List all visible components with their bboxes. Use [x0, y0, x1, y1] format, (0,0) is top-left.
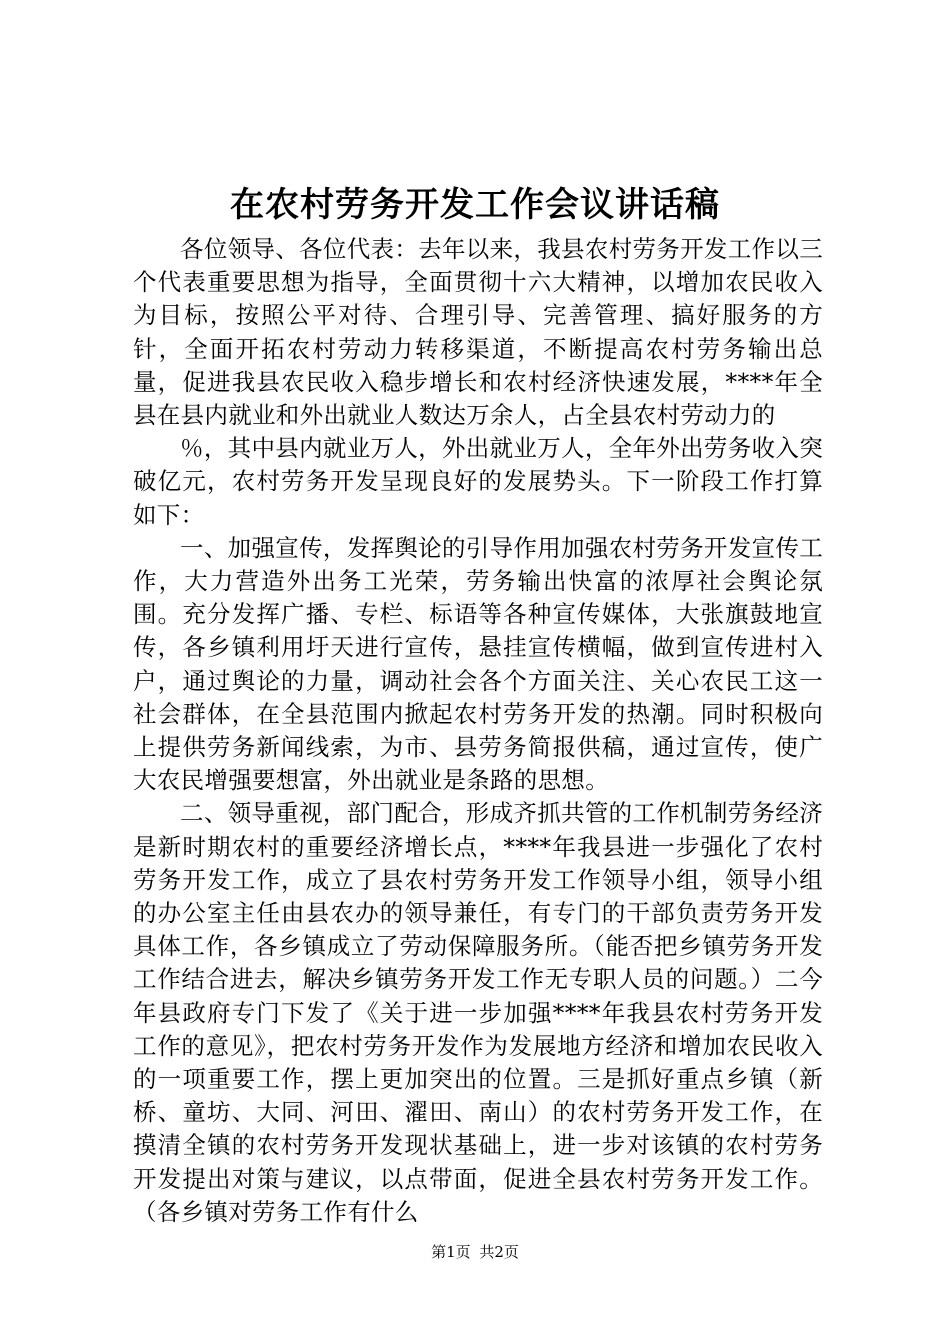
page-title: 在农村劳务开发工作会议讲话稿: [230, 185, 720, 225]
paragraph-summary: ％，其中县内就业万人，外出就业万人，全年外出劳务收入突破亿元，农村劳务开发呈现良好的发展势头。下一阶段工作打算如下：: [133, 434, 823, 529]
page-number: 第1页: [431, 1243, 471, 1261]
document-body: [133, 233, 823, 1229]
paragraph-publicity: 一、加强宣传，发挥舆论的引导作用加强农村劳务开发宣传工作，大力营造外出务工光荣，劳务输出快富的浓厚社会舆论氛围。充分发挥广播、专栏、标语等各种宣传媒体，大张旗鼓地宣传，各乡镇利用圩天进行宣传，悬挂宣传横幅，做到宣传进村入户，通过舆论的力量，调动社会各个方面关注、关心农民工这一社会群体，在全县范围内掀起农村劳务开发的热潮。同时积极向上提供劳务新闻线索，为市、县劳务简报供稿，通过宣传，使广大农民增强要想富，外出就业是条路的思想。: [133, 533, 823, 795]
page-footer: [0, 1240, 950, 1264]
paragraph-intro: 各位领导、各位代表：去年以来，我县农村劳务开发工作以三个代表重要思想为指导，全面贯彻十六大精神，以增加农民收入为目标，按照公平对待、合理引导、完善管理、搞好服务的方针，全面开拓农村劳动力转移渠道，不断提高农村劳务输出总量，促进我县农民收入稳步增长和农村经济快速发展，****年全县在县内就业和外出就业人数达万余人，占全县农村劳动力的: [133, 235, 823, 430]
paragraph-leadership: 二、领导重视，部门配合，形成齐抓共管的工作机制劳务经济是新时期农村的重要经济增长点，****年我县进一步强化了农村劳务开发工作，成立了县农村劳务开发工作领导小组，领导小组的办公室主任由县农办的领导兼任，有专门的干部负责劳务开发具体工作，各乡镇成立了劳动保障服务所。（能否把乡镇劳务开发工作结合进去，解决乡镇劳务开发工作无专职人员的问题。）二今年县政府专门下发了《关于进一步加强****年我县农村劳务开发工作的意见》，把农村劳务开发作为发展地方经济和增加农民收入的一项重要工作，摆上更加突出的位置。三是抓好重点乡镇（新桥、童坊、大同、河田、濯田、南山）的农村劳务开发工作，在摸清全镇的农村劳务开发现状基础上，进一步对该镇的农村劳务开发提出对策与建议，以点带面，促进全县农村劳务开发工作。（各乡镇对劳务工作有什么: [133, 799, 823, 1226]
page-total: 共2页: [479, 1243, 519, 1261]
